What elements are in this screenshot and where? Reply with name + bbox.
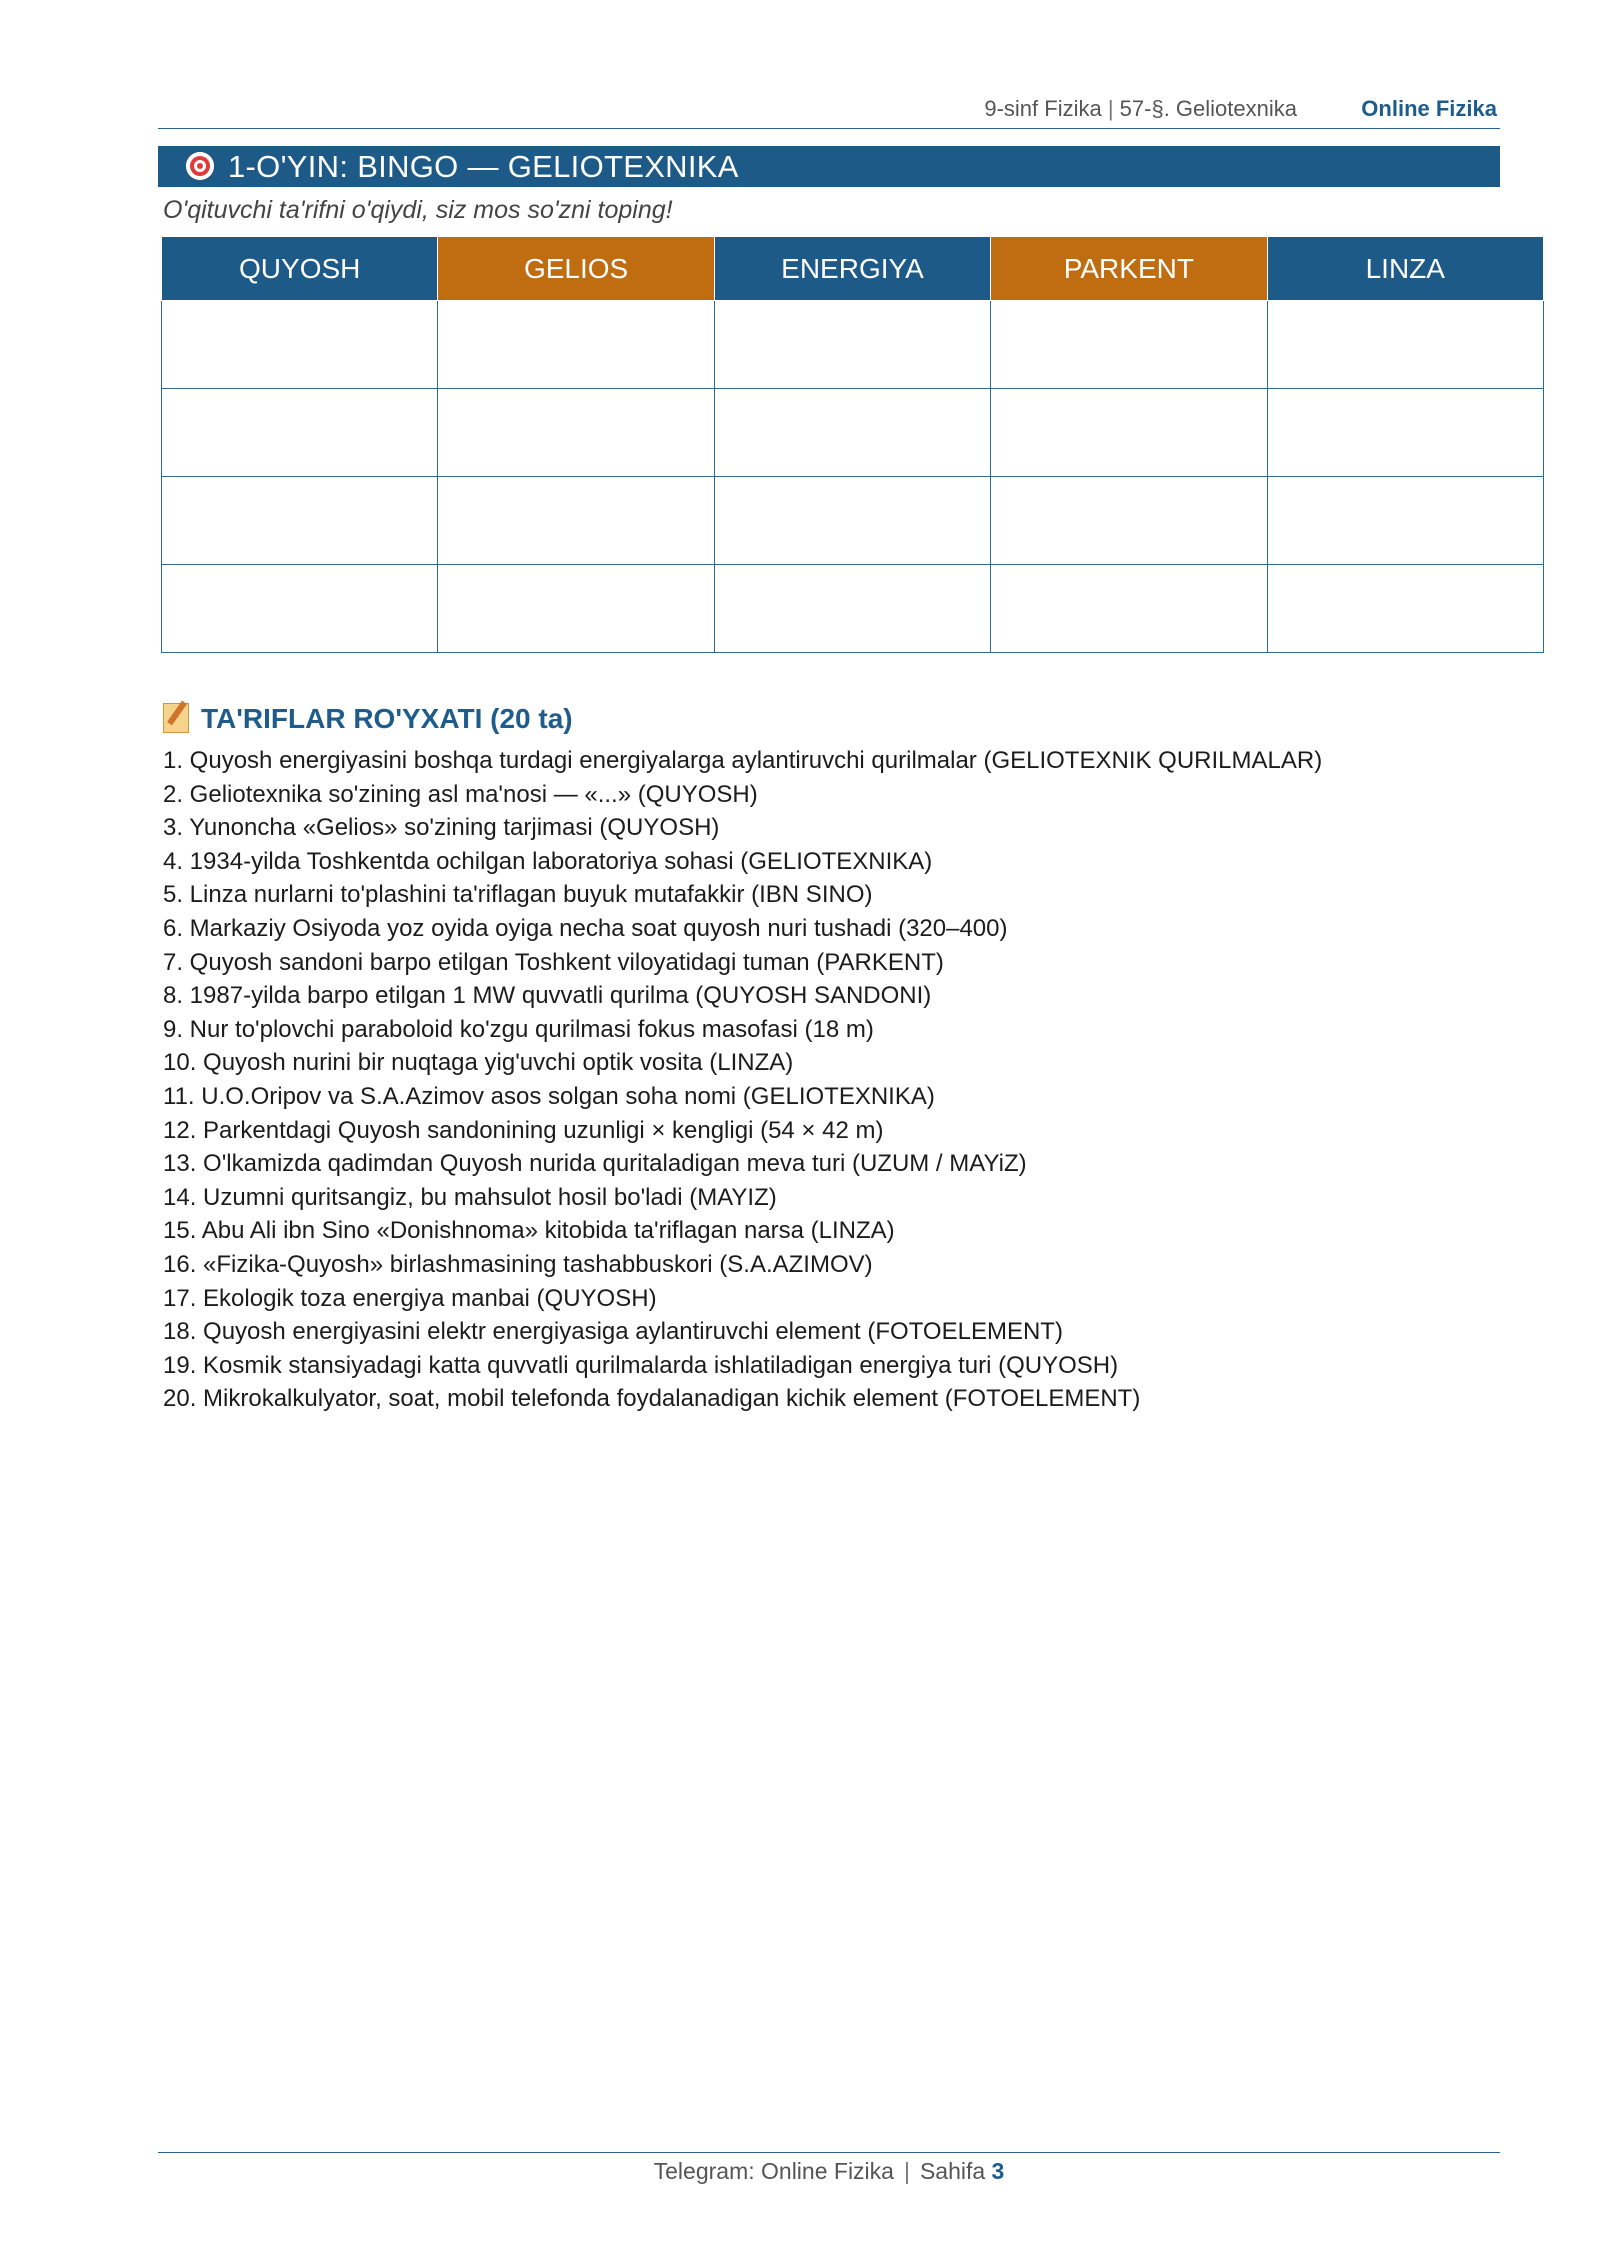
header-separator: | <box>1107 96 1114 121</box>
bingo-header-cell: QUYOSH <box>162 237 438 301</box>
page-header <box>158 92 1500 129</box>
definition-item: 14. Uzumni quritsangiz, bu mahsulot hosil bo'ladi (MAYIZ) <box>163 1183 777 1211</box>
bingo-cell <box>162 389 438 477</box>
bingo-header-cell: GELIOS <box>438 237 714 301</box>
bingo-cell <box>714 389 990 477</box>
definitions-heading <box>163 703 573 735</box>
footer-page-number: 3 <box>991 2158 1005 2184</box>
definition-item: 9. Nur to'plovchi paraboloid ko'zgu qurilmasi fokus masofasi (18 m) <box>163 1015 874 1043</box>
header-lesson: 57-§. Geliotexnika <box>1119 96 1297 121</box>
bingo-table <box>161 236 1544 653</box>
definition-item: 10. Quyosh nurini bir nuqtaga yig'uvchi optik vosita (LINZA) <box>163 1049 794 1077</box>
bingo-cell <box>991 565 1267 653</box>
bingo-cell <box>438 477 714 565</box>
target-icon <box>186 152 214 180</box>
bingo-grid <box>162 301 1544 653</box>
definition-item: 15. Abu Ali ibn Sino «Donishnoma» kitobida ta'riflagan narsa (LINZA) <box>163 1217 895 1245</box>
definition-item: 8. 1987-yilda barpo etilgan 1 MW quvvatli qurilma (QUYOSH SANDONI) <box>163 982 932 1010</box>
bingo-cell <box>162 565 438 653</box>
definition-item: 17. Ekologik toza energiya manbai (QUYOSH) <box>163 1284 657 1312</box>
bingo-header-row <box>162 237 1544 301</box>
bingo-cell <box>438 389 714 477</box>
bingo-cell <box>162 477 438 565</box>
bingo-cell <box>991 477 1267 565</box>
bingo-cell <box>438 565 714 653</box>
bingo-cell <box>991 389 1267 477</box>
definition-item: 2. Geliotexnika so'zining asl ma'nosi — «...» (QUYOSH) <box>163 780 758 808</box>
bingo-cell <box>1267 565 1543 653</box>
footer-telegram: Telegram: Online Fizika <box>653 2158 894 2184</box>
bingo-row <box>162 565 1544 653</box>
section-title-bar <box>158 146 1500 187</box>
bingo-header-cell: PARKENT <box>991 237 1267 301</box>
definition-item: 5. Linza nurlarni to'plashini ta'riflagan buyuk mutafakkir (IBN SINO) <box>163 881 873 909</box>
definition-item: 7. Quyosh sandoni barpo etilgan Toshkent viloyatidagi tuman (PARKENT) <box>163 948 944 976</box>
definitions-title: TA'RIFLAR RO'YXATI (20 ta) <box>201 703 573 734</box>
bingo-row <box>162 301 1544 389</box>
bingo-cell <box>991 301 1267 389</box>
header-brand: Online Fizika <box>1361 96 1497 121</box>
definition-item: 1. Quyosh energiyasini boshqa turdagi energiyalarga aylantiruvchi qurilmalar (GELIOTEXNIK QURILMALAR) <box>163 747 1323 774</box>
definitions-list <box>163 744 1322 1416</box>
definition-item: 13. O'lkamizda qadimdan Quyosh nurida quritaladigan meva turi (UZUM / MAYiZ) <box>163 1150 1027 1178</box>
definition-item: 4. 1934-yilda Toshkentda ochilgan laboratoriya sohasi (GELIOTEXNIKA) <box>163 847 933 875</box>
header-lesson-info <box>984 96 1297 122</box>
section-title: 1-O'YIN: BINGO — GELIOTEXNIKA <box>228 149 739 184</box>
definition-item: 16. «Fizika-Quyosh» birlashmasining tashabbuskori (S.A.AZIMOV) <box>163 1250 873 1278</box>
instruction-text: O'qituvchi ta'rifni o'qiydi, siz mos so'zni toping! <box>163 196 673 224</box>
footer-divider <box>158 2152 1500 2153</box>
definition-item: 3. Yunoncha «Gelios» so'zining tarjimasi (QUYOSH) <box>163 814 720 842</box>
definition-item: 18. Quyosh energiyasini elektr energiyasiga aylantiruvchi element (FOTOELEMENT) <box>163 1318 1063 1346</box>
footer-separator: | <box>903 2158 910 2184</box>
definition-item: 11. U.O.Oripov va S.A.Azimov asos solgan soha nomi (GELIOTEXNIKA) <box>163 1082 935 1110</box>
bingo-cell <box>1267 389 1543 477</box>
definition-item: 6. Markaziy Osiyoda yoz oyida oyiga necha soat quyosh nuri tushadi (320–400) <box>163 914 1008 942</box>
definition-item: 20. Mikrokalkulyator, soat, mobil telefonda foydalanadigan kichik element (FOTOELEMENT) <box>163 1385 1141 1413</box>
bingo-row <box>162 477 1544 565</box>
bingo-cell <box>714 477 990 565</box>
bingo-cell <box>438 301 714 389</box>
bingo-row <box>162 389 1544 477</box>
bingo-cell <box>714 301 990 389</box>
bingo-header-cell: LINZA <box>1267 237 1543 301</box>
bingo-cell <box>1267 477 1543 565</box>
bingo-cell <box>162 301 438 389</box>
bingo-cell <box>1267 301 1543 389</box>
footer-page-label: Sahifa <box>919 2158 986 2184</box>
page-footer <box>0 2158 1600 2185</box>
memo-icon <box>163 703 189 733</box>
definition-item: 12. Parkentdagi Quyosh sandonining uzunligi × kengligi (54 × 42 m) <box>163 1116 884 1144</box>
bingo-header-cell: ENERGIYA <box>714 237 990 301</box>
header-subject: 9-sinf Fizika <box>984 96 1102 121</box>
definition-item: 19. Kosmik stansiyadagi katta quvvatli qurilmalarda ishlatiladigan energiya turi (QUYOSH) <box>163 1351 1119 1379</box>
bingo-cell <box>714 565 990 653</box>
